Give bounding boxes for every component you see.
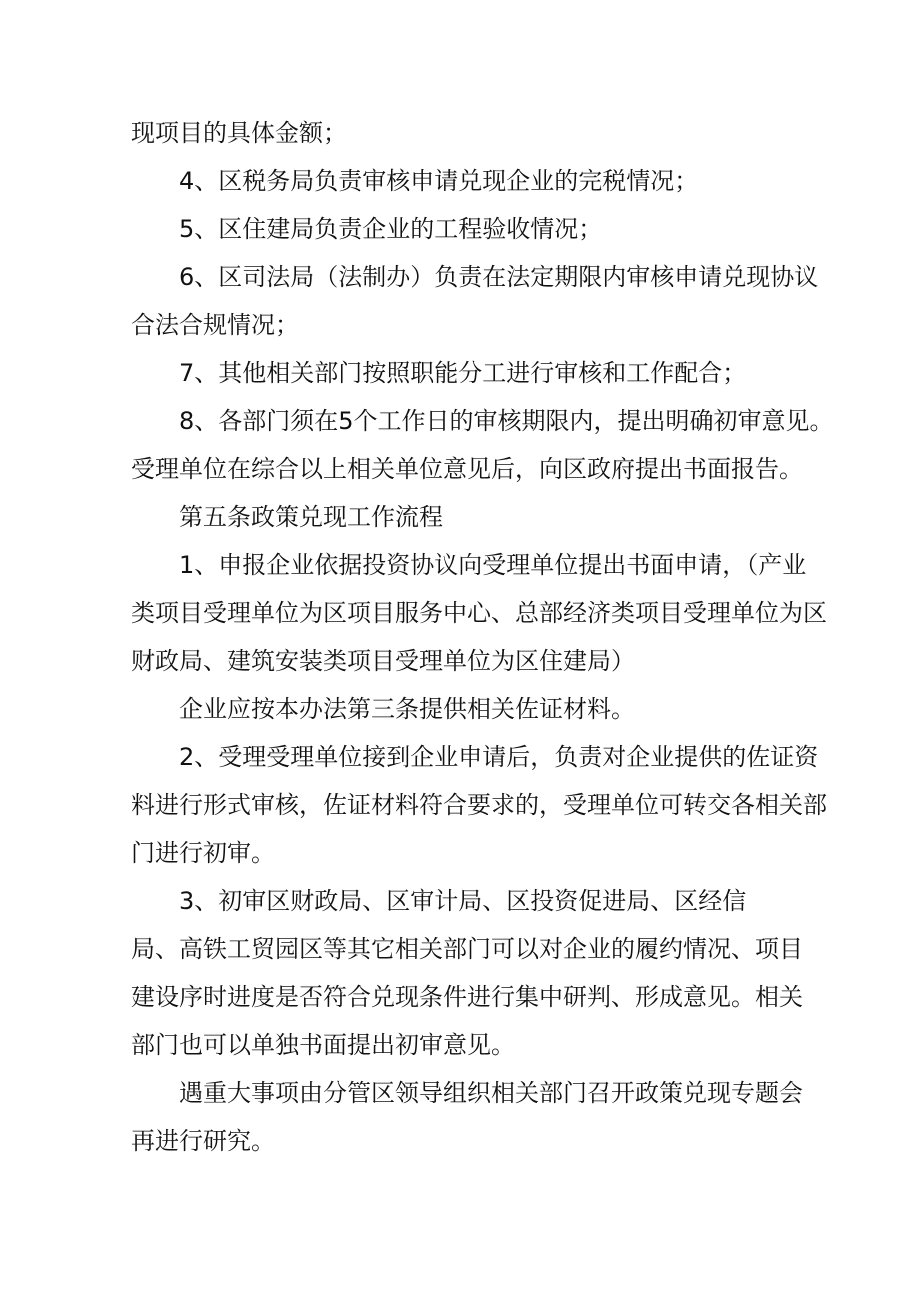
text-line: 1、申报企业依据投资协议向受理单位提出书面申请，（产业	[179, 551, 807, 579]
text-line: 财政局、建筑安装类项目受理单位为区住建局）	[131, 647, 635, 675]
paragraph-item-4-tax	[131, 157, 807, 205]
text-line: 局、高铁工贸园区等其它相关部门可以对企业的履约情况、项目	[131, 935, 803, 963]
text-line: 现项目的具体金额；	[131, 119, 347, 147]
text-line: 门进行初审。	[131, 839, 275, 867]
text-line: 部门也可以单独书面提出初审意见。	[131, 1031, 515, 1059]
paragraph-supporting-materials	[131, 685, 807, 733]
text-line: 2、受理受理单位接到企业申请后，负责对企业提供的佐证资	[179, 743, 819, 771]
paragraph-step-2-review	[131, 733, 827, 877]
text-line: 7、其他相关部门按照职能分工进行审核和工作配合；	[179, 359, 747, 387]
text-line: 遇重大事项由分管区领导组织相关部门召开政策兑现专题会	[179, 1079, 803, 1107]
text-line: 受理单位在综合以上相关单位意见后，向区政府提出书面报告。	[131, 455, 803, 483]
text-line: 8、各部门须在5个工作日的审核期限内，提出明确初审意见。	[179, 407, 834, 435]
text-line: 料进行形式审核，佐证材料符合要求的，受理单位可转交各相关部	[131, 791, 827, 819]
text-line: 再进行研究。	[131, 1127, 275, 1155]
document-body	[131, 109, 834, 1165]
text-line: 5、区住建局负责企业的工程验收情况；	[179, 215, 603, 243]
text-line: 类项目受理单位为区项目服务中心、总部经济类项目受理单位为区	[131, 599, 827, 627]
text-line: 6、区司法局（法制办）负责在法定期限内审核申请兑现协议	[179, 263, 819, 291]
text-line: 3、初审区财政局、区审计局、区投资促进局、区经信	[179, 887, 747, 915]
paragraph-item-6-justice	[131, 253, 819, 349]
text-line: 第五条政策兑现工作流程	[179, 503, 443, 531]
paragraph-step-3-preliminary	[131, 877, 807, 1069]
text-line: 企业应按本办法第三条提供相关佐证材料。	[179, 695, 635, 723]
paragraph-amount	[131, 109, 807, 157]
section-heading-article-5	[131, 493, 807, 541]
paragraph-item-7-others	[131, 349, 807, 397]
text-line: 合法合规情况；	[131, 311, 299, 339]
paragraph-major-matters	[131, 1069, 807, 1165]
paragraph-step-1-application	[131, 541, 827, 685]
text-line: 4、区税务局负责审核申请兑现企业的完税情况；	[179, 167, 699, 195]
paragraph-item-8-deadline	[131, 397, 834, 493]
text-line: 建设序时进度是否符合兑现条件进行集中研判、形成意见。相关	[131, 983, 803, 1011]
paragraph-item-5-housing	[131, 205, 807, 253]
